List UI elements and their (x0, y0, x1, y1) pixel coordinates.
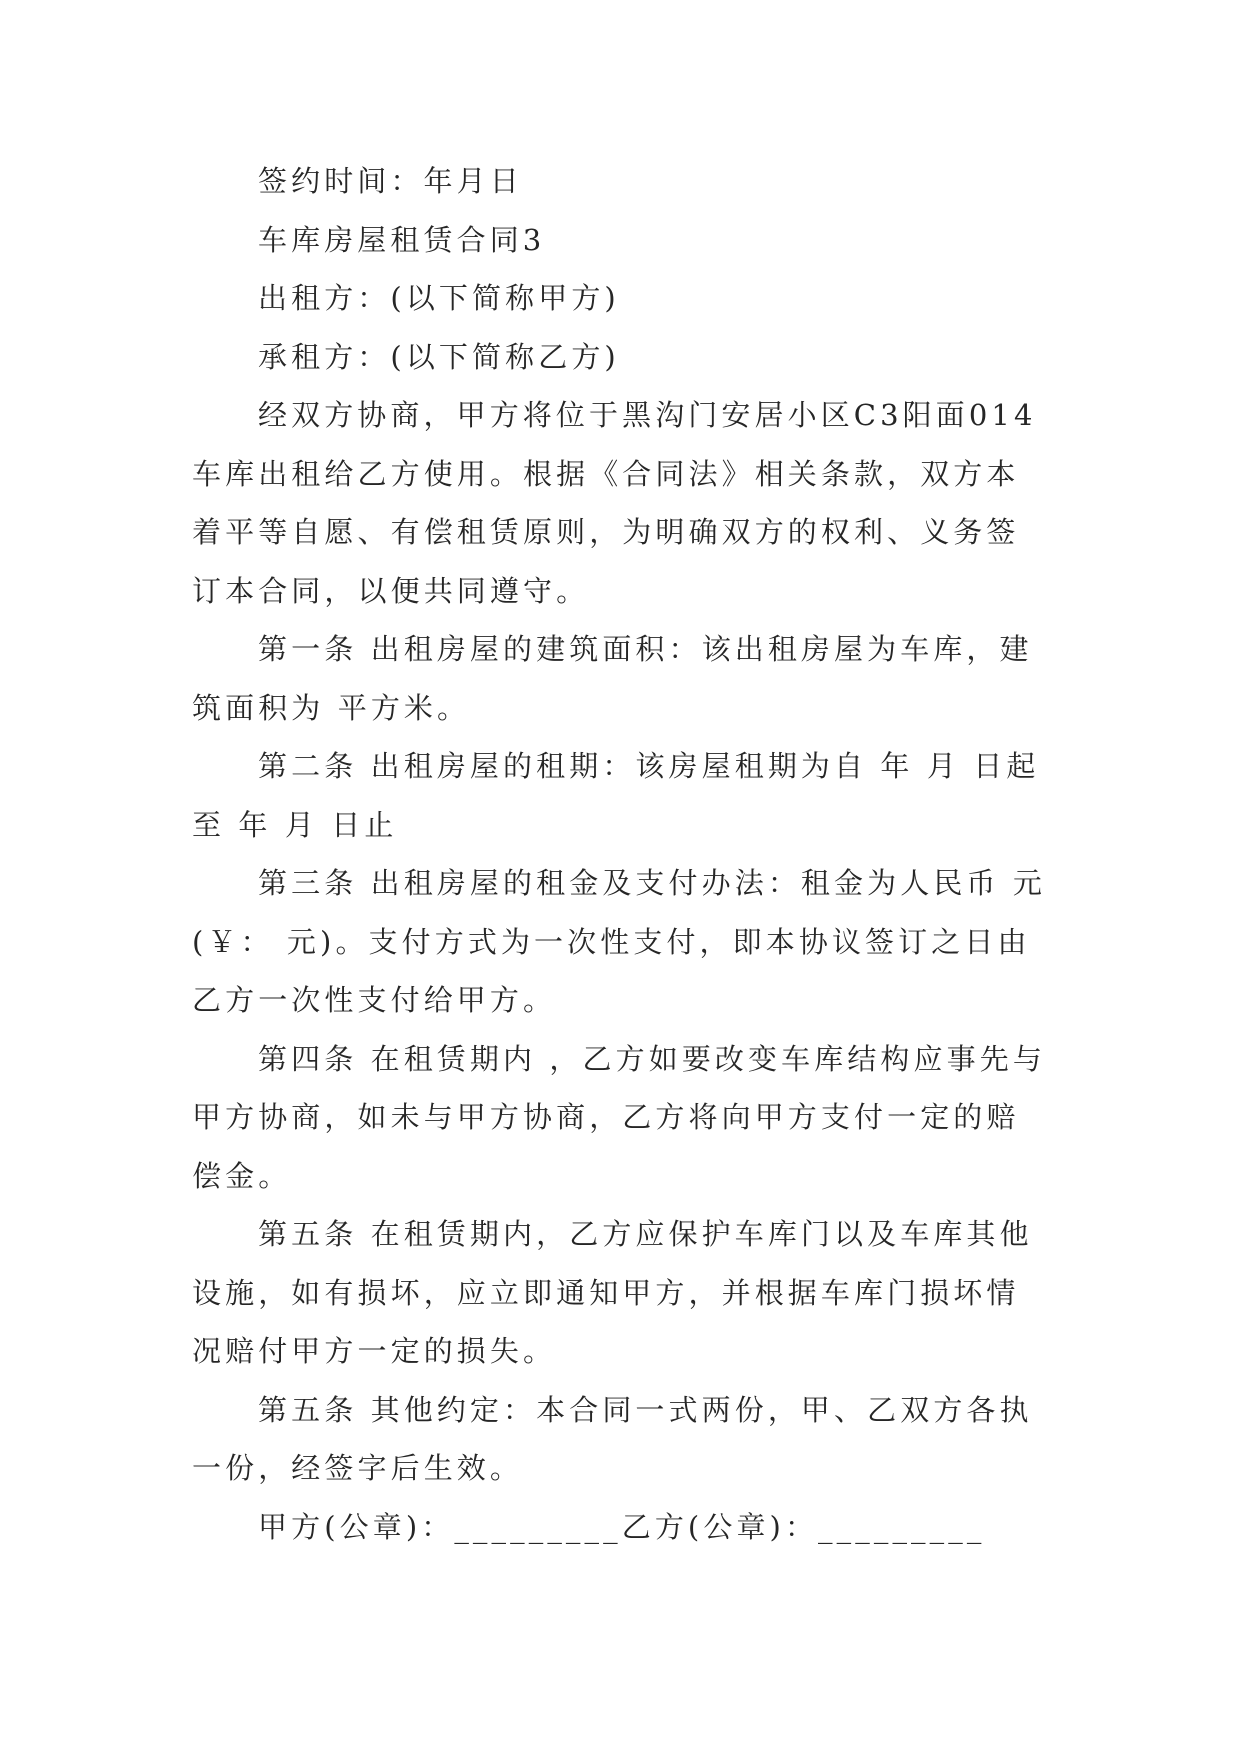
preamble-paragraph: 经双方协商，甲方将位于黑沟门安居小区C3阳面014车库出租给乙方使用。根据《合同法》相关条款，双方本着平等自愿、有偿租赁原则，为明确双方的权利、义务签订本合同，以便共同遵守。 (192, 398, 1037, 608)
lessor-line: 出租方：(以下简称甲方) (258, 281, 620, 315)
signature-line: 甲方(公章)：_________乙方(公章)：_________ (258, 1509, 986, 1544)
article-5-other: 第五条 其他约定：本合同一式两份，甲、乙双方各执一份，经签字后生效。 (192, 1392, 1033, 1485)
article-4: 第四条 在租赁期内 ，乙方如要改变车库结构应事先与甲方协商，如未与甲方协商，乙方将向甲方支付一定的赔偿金。 (192, 1041, 1046, 1193)
contract-body (192, 152, 1052, 1556)
lessee-line: 承租方：(以下简称乙方) (258, 339, 620, 374)
signing-date: 签约时间：年月日 (258, 164, 523, 198)
article-2: 第二条 出租房屋的租期：该房屋租期为自 年 月 日起至 年 月 日止 (192, 749, 1040, 842)
article-5: 第五条 在租赁期内，乙方应保护车库门以及车库其他设施，如有损坏，应立即通知甲方，并根据车库门损坏情况赔付甲方一定的损失。 (192, 1217, 1033, 1368)
contract-title: 车库房屋租赁合同3 (258, 222, 546, 257)
article-3: 第三条 出租房屋的租金及支付办法：租金为人民币 元(￥： 元)。支付方式为一次性支付，即本协议签订之日由乙方一次性支付给甲方。 (192, 866, 1046, 1017)
article-1: 第一条 出租房屋的建筑面积：该出租房屋为车库，建筑面积为 平方米。 (192, 632, 1033, 725)
